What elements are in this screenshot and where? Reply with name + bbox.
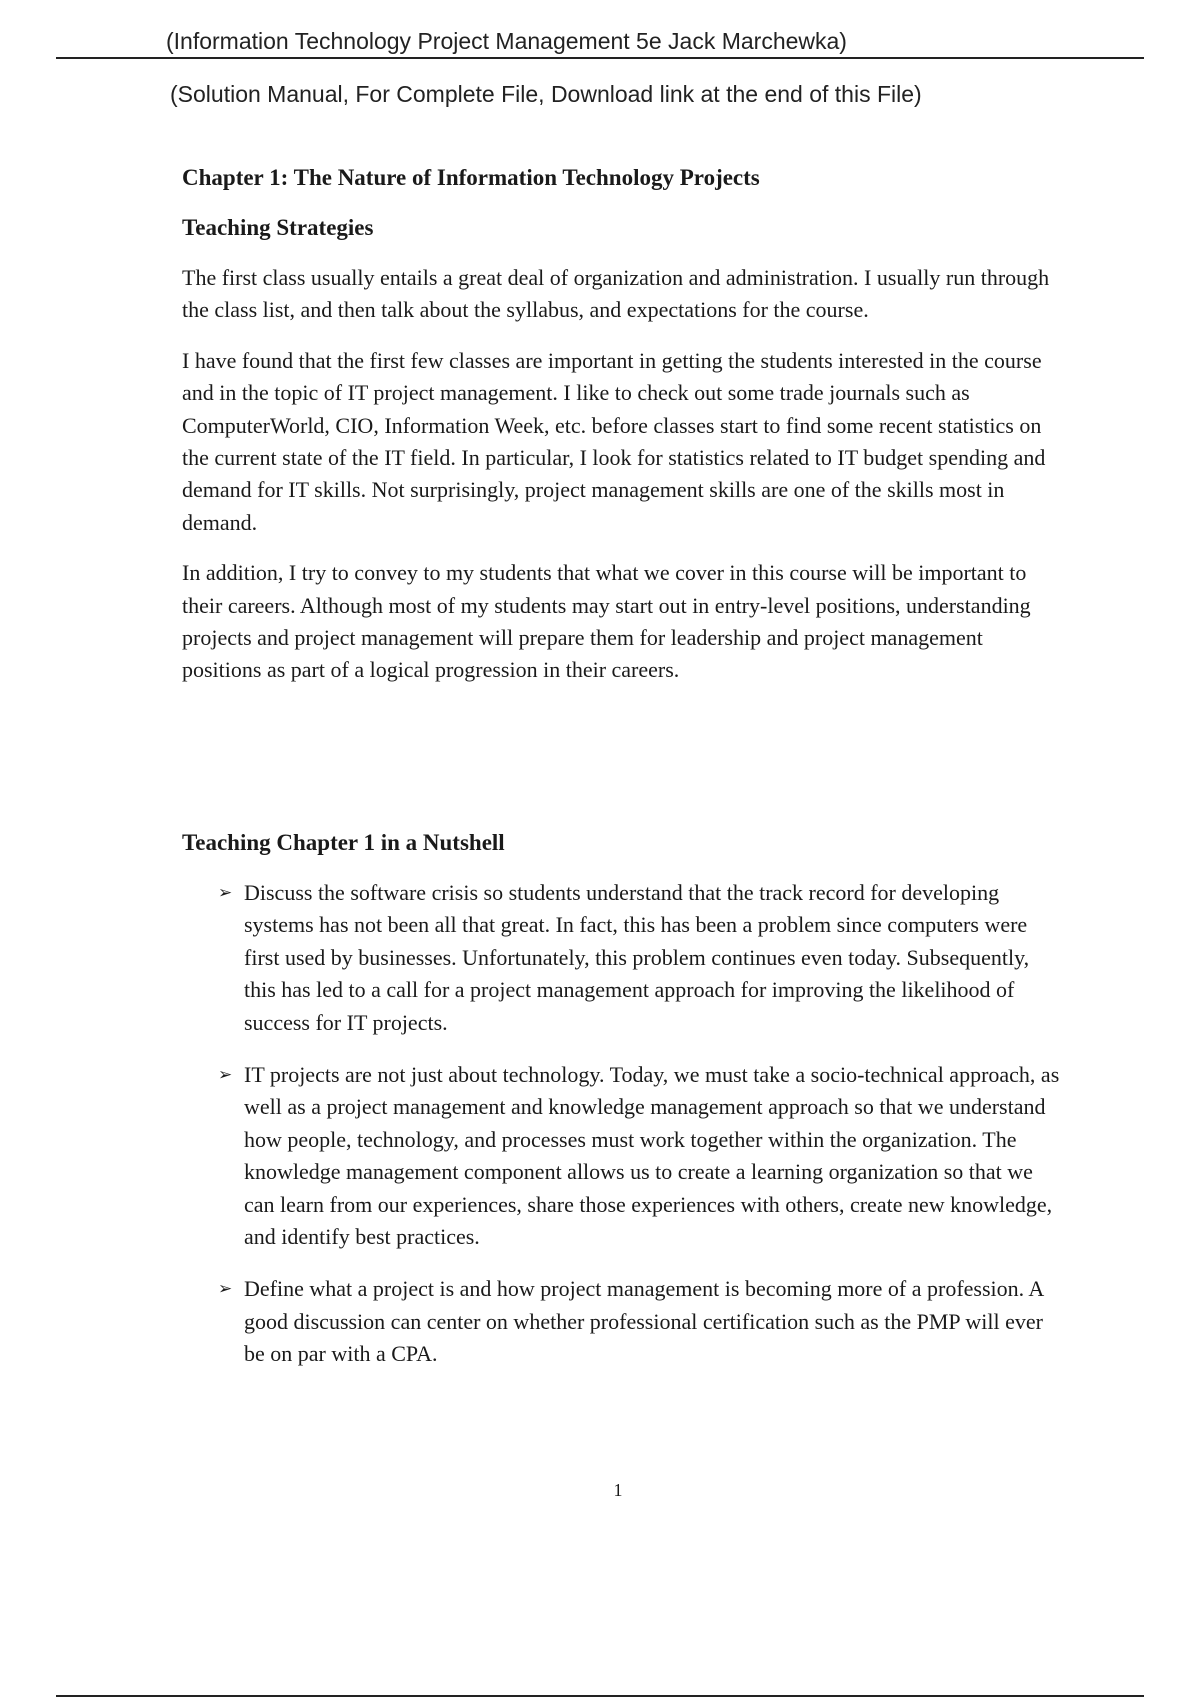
chapter-title: Chapter 1: The Nature of Information Technology Projects	[182, 165, 760, 190]
nutshell-heading: Teaching Chapter 1 in a Nutshell	[182, 829, 505, 855]
page-number: 1	[613, 1480, 623, 1500]
nutshell-bullet-list	[182, 877, 1062, 1371]
running-header-title: (Information Technology Project Management 5e Jack Marchewka)	[166, 28, 847, 54]
list-item	[218, 1273, 1062, 1370]
strategies-paragraph-3: In addition, I try to convey to my students that what we cover in this course will be important to their careers. Although most of my students may start out in entry-level positions, understanding projects and project management will prepare them for leadership and project management positions as part of a logical progression in their careers.	[182, 560, 1031, 683]
list-item	[218, 1059, 1062, 1253]
list-item	[218, 877, 1062, 1039]
section-spacer	[182, 687, 1062, 809]
arrowhead-bullet-icon: ➢	[218, 882, 233, 903]
strategies-paragraph-2: I have found that the first few classes are important in getting the students interested in the course and in the topic of IT project management. I like to check out some trade journals such as ComputerWorld, CIO, Information Week, etc. before classes start to find some recent statistics on the current state of the IT field. In particular, I look for statistics related to IT budget spending and demand for IT skills. Not surprisingly, project management skills are one of the skills most in demand.	[182, 347, 1046, 535]
bullet-text: Discuss the software crisis so students understand that the track record for developing systems has not been all that great. In fact, this has been a problem since computers were first used by businesses. Unfortunately, this problem continues even today. Subsequently, this has led to a call for a project management approach for improving the likelihood of success for IT projects.	[244, 879, 1030, 1035]
bullet-text: IT projects are not just about technology. Today, we must take a socio-technical approach, as well as a project management and knowledge management approach so that we understand how people, technology, and processes must work together within the organization. The knowledge management component allows us to create a learning organization so that we can learn from our experiences, share those experiences with others, create new knowledge, and identify best practices.	[244, 1061, 1060, 1249]
strategies-paragraph-1: The first class usually entails a great deal of organization and administration. I usually run through the class list, and then talk about the syllabus, and expectations for the course.	[182, 265, 1050, 323]
bullet-text: Define what a project is and how project management is becoming more of a profession. A good discussion can center on whether professional certification such as the PMP will ever be on par with a CPA.	[244, 1276, 1044, 1367]
arrowhead-bullet-icon: ➢	[218, 1064, 233, 1085]
download-notice: (Solution Manual, For Complete File, Download link at the end of this File)	[170, 81, 922, 107]
page-body	[182, 162, 1062, 1391]
header-divider	[56, 57, 1144, 59]
footer-divider	[56, 1695, 1144, 1697]
teaching-strategies-heading: Teaching Strategies	[182, 215, 374, 240]
arrowhead-bullet-icon: ➢	[218, 1279, 233, 1300]
